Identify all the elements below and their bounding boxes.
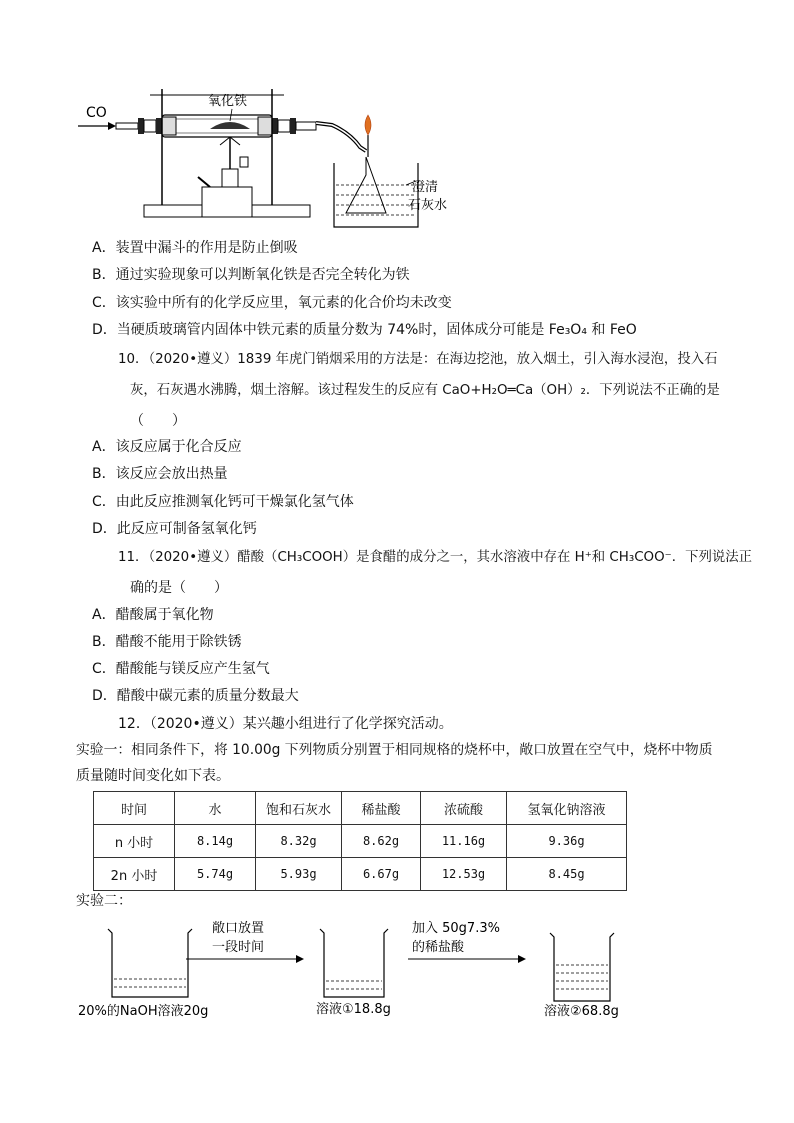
table-header-cell: 饱和石灰水 — [256, 792, 342, 825]
q9-option-a: A．装置中漏斗的作用是防止倒吸 — [92, 240, 298, 256]
q10-option-d: D．此反应可制备氢氧化钙 — [92, 521, 257, 537]
iron-oxide-label: 氧化铁 — [208, 94, 248, 109]
table-header-cell: 浓硫酸 — [421, 792, 507, 825]
q11-stem-line-2: 确的是（ ） — [130, 580, 228, 596]
q9-option-c: C．该实验中所有的化学反应里，氧元素的化合价均未改变 — [92, 295, 452, 311]
q11-option-c: C．醋酸能与镁反应产生氢气 — [92, 661, 270, 677]
table-cell: 5.93g — [256, 858, 342, 891]
q11-option-a: A．醋酸属于氧化物 — [92, 607, 214, 623]
arrow-2-label-line-1: 加入 50g7.3% — [412, 921, 500, 936]
table-header-cell: 氢氧化钠溶液 — [507, 792, 627, 825]
beaker-3-label: 溶液②68.8g — [544, 1004, 619, 1019]
table-header-row — [94, 792, 627, 825]
q10-stem-line-2: 灰，石灰遇水沸腾，烟土溶解。该过程发生的反应有 CaO+H₂O═Ca（OH）₂．下列说法不正确的是 — [130, 383, 720, 398]
table-header-cell: 稀盐酸 — [342, 792, 421, 825]
arrow-1-label-line-1: 敞口放置 — [212, 921, 265, 936]
limewater-label-2: 石灰水 — [408, 198, 448, 213]
limewater-label-1: 澄清 — [412, 180, 439, 195]
table-cell: 5.74g — [175, 858, 256, 891]
q11-stem-line-1: 11．（2020•遵义）醋酸（CH₃COOH）是食醋的成分之一，其水溶液中存在 H⁺和 CH₃COO⁻．下列说法正 — [118, 550, 753, 565]
beaker-1-label: 20%的NaOH溶液20g — [78, 1004, 209, 1019]
q9-option-b: B．通过实验现象可以判断氧化铁是否完全转化为铁 — [92, 267, 410, 283]
experiment-1-text-line-2: 质量随时间变化如下表。 — [76, 768, 230, 784]
table-cell: 2n 小时 — [94, 858, 175, 891]
q10-stem-line-3: （ ） — [130, 413, 186, 429]
table-cell: n 小时 — [94, 825, 175, 858]
beaker-3 — [550, 933, 614, 1001]
q10-option-a: A．该反应属于化合反应 — [92, 439, 242, 455]
q11-option-d: D．醋酸中碳元素的质量分数最大 — [92, 688, 299, 704]
beaker-1 — [108, 929, 192, 997]
mass-data-table — [93, 791, 627, 891]
q11-option-b: B．醋酸不能用于除铁锈 — [92, 634, 242, 650]
table-header-cell: 水 — [175, 792, 256, 825]
table-cell: 6.67g — [342, 858, 421, 891]
table-header-cell: 时间 — [94, 792, 175, 825]
q12-stem: 12．（2020•遵义）某兴趣小组进行了化学探究活动。 — [118, 716, 453, 732]
arrow-1-label-line-2: 一段时间 — [212, 940, 265, 955]
experiment-2-diagram — [70, 915, 670, 1025]
table-cell: 8.14g — [175, 825, 256, 858]
table-cell: 9.36g — [507, 825, 627, 858]
beaker-2-label: 溶液①18.8g — [316, 1002, 391, 1017]
table-cell: 12.53g — [421, 858, 507, 891]
co-label: CO — [86, 105, 107, 121]
table-cell: 8.62g — [342, 825, 421, 858]
apparatus-diagram — [70, 85, 470, 230]
q9-option-d: D．当硬质玻璃管内固体中铁元素的质量分数为 74%时，固体成分可能是 Fe₃O₄ 和 FeO — [92, 322, 637, 338]
table-cell: 11.16g — [421, 825, 507, 858]
q10-stem-line-1: 10．（2020•遵义）1839 年虎门销烟采用的方法是：在海边挖池，放入烟土，引入海水浸泡，投入石 — [118, 352, 718, 367]
arrow-2-label-line-2: 的稀盐酸 — [412, 940, 465, 955]
q10-option-b: B．该反应会放出热量 — [92, 466, 228, 482]
table-cell: 8.45g — [507, 858, 627, 891]
beaker-2 — [320, 929, 388, 997]
q10-option-c: C．由此反应推测氧化钙可干燥氯化氢气体 — [92, 494, 354, 510]
table-cell: 8.32g — [256, 825, 342, 858]
experiment-1-text-line-1: 实验一：相同条件下，将 10.00g 下列物质分别置于相同规格的烧杯中，敞口放置在空气中，烧杯中物质 — [76, 742, 713, 758]
experiment-2-label: 实验二： — [76, 893, 132, 909]
table-row — [94, 825, 627, 858]
table-row — [94, 858, 627, 891]
